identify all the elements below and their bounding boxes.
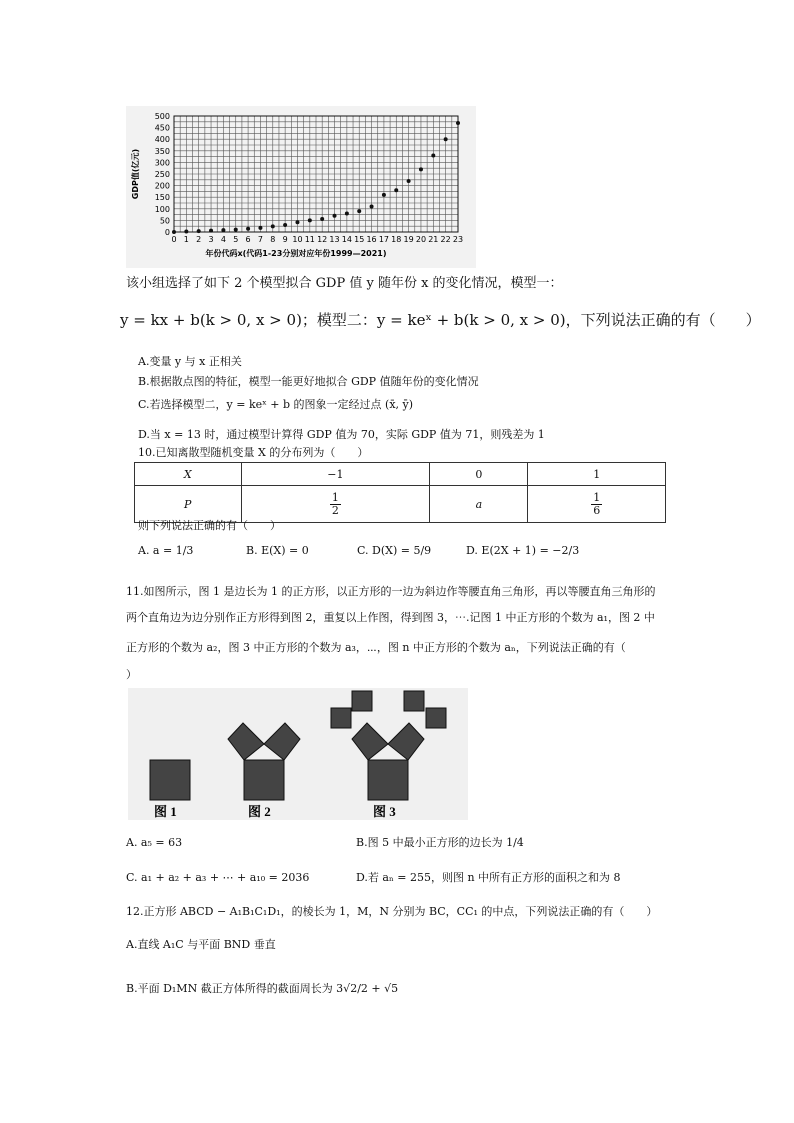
- x-tick-label: 17: [378, 235, 390, 244]
- data-point: [394, 188, 398, 192]
- q12-stem: 12.正方形 ABCD − A₁B₁C₁D₁，的棱长为 1，M，N 分别为 BC，CC₁ 的中点，下列说法正确的有（ ）: [126, 905, 658, 918]
- x-tick-label: 0: [171, 235, 177, 244]
- table-row: [135, 463, 666, 486]
- data-point: [197, 229, 201, 233]
- x-tick-label: 5: [233, 235, 239, 244]
- x-tick-label: 15: [354, 235, 365, 244]
- data-point: [419, 167, 423, 171]
- fig1-label: 图 1: [154, 804, 177, 819]
- y-tick-label: 400: [154, 135, 170, 145]
- data-point: [209, 229, 213, 233]
- x-tick-label: 21: [428, 235, 439, 244]
- data-point: [258, 226, 262, 230]
- q10-option-c: C. D(X) = 5/9: [357, 544, 432, 557]
- frac-den: 6: [593, 503, 601, 517]
- x-tick-label: 14: [341, 235, 352, 244]
- x-tick-label: 6: [245, 235, 251, 244]
- data-point: [234, 228, 238, 232]
- q9-option-d: D.当 x = 13 时，通过模型计算得 GDP 值为 70，实际 GDP 值为 71，则残差为 1: [138, 428, 545, 441]
- fraction: [591, 492, 602, 517]
- fig1-square: [150, 760, 190, 800]
- x-tick-label: 4: [220, 235, 226, 244]
- y-tick-label: 250: [154, 170, 170, 179]
- x-tick-label: 9: [282, 235, 288, 244]
- fig2-label: 图 2: [248, 804, 271, 819]
- table-cell: X: [135, 463, 242, 486]
- q9-intro: 该小组选择了如下 2 个模型拟合 GDP 值 y 随年份 x 的变化情况，模型一：: [126, 276, 563, 291]
- x-tick-label: 10: [292, 235, 303, 244]
- fig3-label: 图 3: [373, 804, 396, 819]
- data-point: [246, 227, 250, 231]
- data-point: [431, 153, 435, 157]
- q11-option-d: D.若 aₙ = 255，则图 n 中所有正方形的面积之和为 8: [356, 871, 621, 884]
- table-cell: [241, 486, 430, 523]
- frac-num: 1: [593, 490, 601, 504]
- y-tick-label: 150: [154, 193, 170, 203]
- x-tick-label: 22: [440, 235, 451, 244]
- chart-svg: [126, 106, 476, 268]
- fig3-small-square: [426, 708, 446, 728]
- q10-option-a: A. a = 1/3: [138, 544, 194, 557]
- x-tick-label: 1: [183, 235, 189, 244]
- fig3-small-square: [331, 708, 351, 728]
- x-tick-label: 18: [391, 235, 402, 244]
- data-point: [221, 228, 225, 232]
- x-tick-label: 23: [452, 235, 464, 244]
- y-axis-label: GDP值(亿元): [131, 148, 140, 200]
- x-tick-label: 8: [270, 235, 276, 244]
- x-tick-label: 19: [403, 235, 414, 244]
- data-point: [184, 230, 188, 234]
- fig2-left-square: [228, 723, 264, 760]
- fig3-small-square: [352, 691, 372, 711]
- data-point: [295, 220, 299, 224]
- y-tick-label: 100: [154, 204, 170, 214]
- x-tick-label: 13: [329, 235, 340, 244]
- x-tick-label: 7: [257, 235, 263, 244]
- table-cell: 1: [528, 463, 666, 486]
- fig2-right-square: [264, 723, 300, 760]
- x-axis-label: 年份代码x(代码1-23分别对应年份1999—2021): [205, 249, 387, 258]
- square-figures: [128, 688, 468, 820]
- fig3-right-square: [388, 723, 424, 760]
- data-point: [407, 179, 411, 183]
- q11-option-c: C. a₁ + a₂ + a₃ + ⋯ + a₁₀ = 2036: [126, 871, 310, 884]
- data-point: [345, 211, 349, 215]
- table-cell: 0: [430, 463, 528, 486]
- q10-stem: 10.已知离散型随机变量 X 的分布列为（ ）: [138, 446, 369, 459]
- fig3-small-square: [404, 691, 424, 711]
- table-cell: a: [430, 486, 528, 523]
- q11-option-a: A. a₅ = 63: [126, 836, 183, 849]
- y-tick-label: 0: [164, 228, 170, 237]
- table-cell: P: [135, 486, 242, 523]
- gdp-scatter-chart: [126, 106, 476, 268]
- x-tick-label: 3: [208, 235, 214, 244]
- q9-option-c: C.若选择模型二，y = keˣ + b 的图象一定经过点 (x̄, ȳ): [138, 398, 414, 411]
- y-tick-label: 500: [154, 112, 170, 121]
- figures-svg: [128, 688, 468, 820]
- table-cell: [528, 486, 666, 523]
- q12-option-a: A.直线 A₁C 与平面 BND 垂直: [126, 938, 276, 951]
- y-tick-label: 350: [154, 146, 170, 156]
- data-point: [370, 204, 374, 208]
- q11-line1: 11.如图所示，图 1 是边长为 1 的正方形，以正方形的一边为斜边作等腰直角三角形，再以等腰直角三角形的: [126, 585, 656, 598]
- data-point: [333, 214, 337, 218]
- q9-option-a: A.变量 y 与 x 正相关: [138, 355, 242, 368]
- fig3-left-square: [352, 723, 388, 760]
- fraction: [330, 492, 341, 517]
- q9-models: y = kx + b(k > 0, x > 0)；模型二：y = keˣ + b(k > 0, x > 0)，下列说法正确的有（ ）: [120, 311, 761, 329]
- data-point: [172, 230, 176, 234]
- q10-option-b: B. E(X) = 0: [246, 544, 309, 557]
- y-tick-label: 300: [154, 158, 170, 168]
- data-point: [320, 217, 324, 221]
- data-point: [271, 224, 275, 228]
- x-tick-label: 12: [317, 235, 328, 244]
- frac-den: 2: [331, 503, 339, 517]
- q11-line2: 两个直角边为边分别作正方形得到图 2，重复以上作图，得到图 3，⋯.记图 1 中正方形的个数为 a₁，图 2 中: [126, 611, 655, 624]
- x-tick-label: 11: [304, 235, 315, 244]
- y-tick-label: 50: [159, 216, 170, 226]
- x-tick-label: 2: [196, 235, 202, 244]
- x-tick-label: 16: [366, 235, 377, 244]
- q9-option-b: B.根据散点图的特征，模型一能更好地拟合 GDP 值随年份的变化情况: [138, 375, 479, 388]
- data-point: [382, 193, 386, 197]
- data-point: [283, 223, 287, 227]
- frac-num: 1: [331, 490, 339, 504]
- q11-line4: ）: [126, 668, 137, 681]
- table-cell: −1: [241, 463, 430, 486]
- data-point: [308, 218, 312, 222]
- table-row: [135, 486, 666, 523]
- y-tick-label: 200: [154, 181, 170, 191]
- q10-after: 则下列说法正确的有（ ）: [138, 519, 281, 532]
- data-point: [357, 209, 361, 213]
- fig3-base-square: [368, 760, 408, 800]
- x-tick-label: 20: [415, 235, 427, 244]
- y-tick-label: 450: [154, 123, 170, 133]
- q10-option-d: D. E(2X + 1) = −2/3: [466, 544, 580, 557]
- data-point: [456, 121, 460, 125]
- q11-option-b: B.图 5 中最小正方形的边长为 1/4: [356, 836, 524, 849]
- fig2-base-square: [244, 760, 284, 800]
- data-point: [444, 137, 448, 141]
- q12-option-b: B.平面 D₁MN 截正方体所得的截面周长为 3√2/2 + √5: [126, 982, 399, 995]
- distribution-table: [134, 462, 666, 523]
- q11-line3: 正方形的个数为 a₂，图 3 中正方形的个数为 a₃，⋯，图 n 中正方形的个数为 aₙ，下列说法正确的有（: [126, 641, 626, 654]
